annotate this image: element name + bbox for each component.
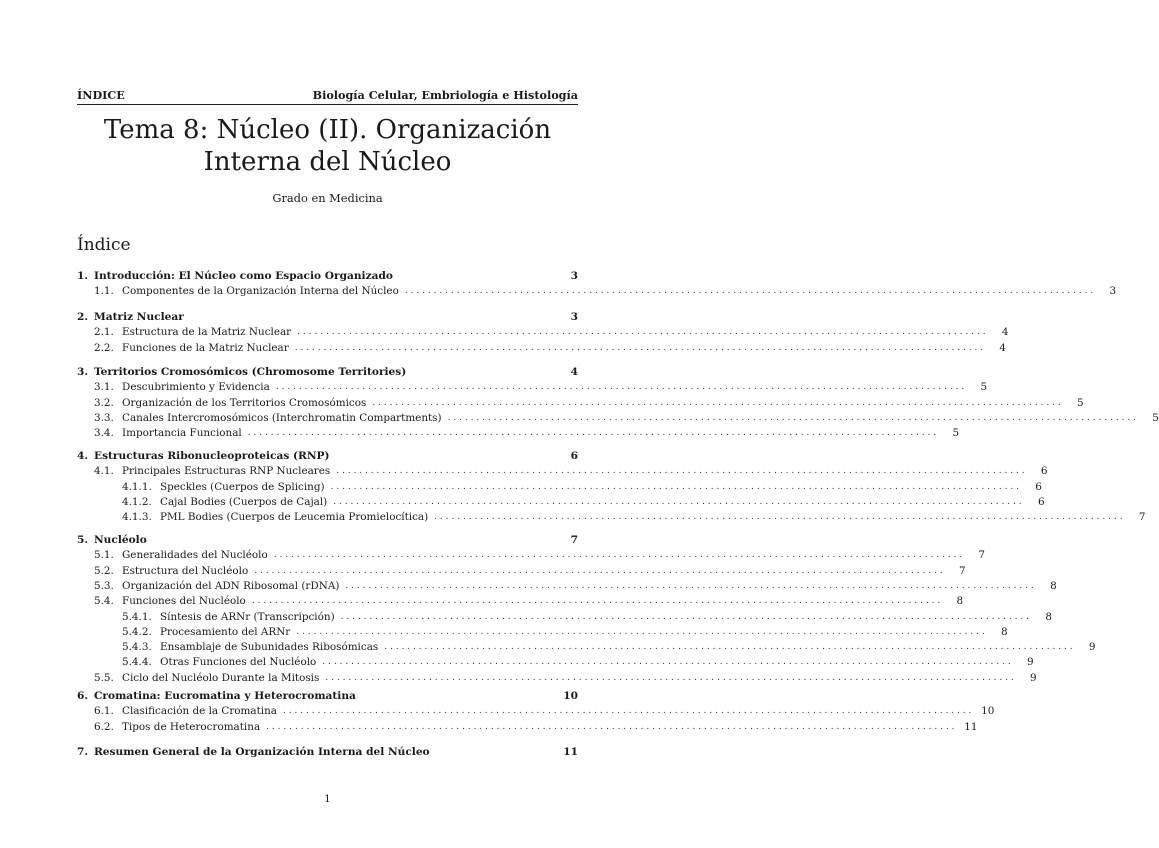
- toc-entry-title: Matriz Nuclear: [94, 311, 184, 323]
- toc-subsection-row[interactable]: [77, 563, 966, 577]
- toc-entry-page: 5: [1077, 396, 1084, 409]
- toc-entry-number: 3.3.: [94, 411, 114, 424]
- toc-entry-page: 8: [1050, 579, 1057, 592]
- toc-entry-title: Estructuras Ribonucleoproteicas (RNP): [94, 450, 330, 462]
- toc-entry-number: 5.4.2.: [122, 625, 152, 638]
- toc-subsection-row[interactable]: [77, 324, 1009, 339]
- toc-entry-page: 5: [952, 427, 960, 440]
- toc-entry-number: 4.1.1.: [122, 480, 152, 493]
- toc-dot-leader: ........................................................................................................................: [333, 496, 1025, 507]
- toc-entry-number: 2.1.: [94, 326, 114, 339]
- toc-entry-number: 2.2.: [94, 341, 114, 354]
- toc-entry-title: Cajal Bodies (Cuerpos de Cajal): [160, 495, 328, 508]
- toc-subsection-row[interactable]: [77, 463, 1048, 478]
- toc-entry-title: Importancia Funcional: [122, 427, 242, 440]
- toc-dot-leader: ........................................................................................................................: [273, 550, 966, 561]
- toc-subsection-row[interactable]: [77, 703, 995, 718]
- toc-subsubsection-row[interactable]: [77, 494, 1045, 508]
- toc-subsection-row[interactable]: [77, 379, 988, 394]
- toc-entry-number: 6.2.: [94, 720, 114, 733]
- toc-dot-leader: ........................................................................................................................: [322, 657, 1014, 668]
- title-line-1: Tema 8: Núcleo (II). Organización: [103, 115, 552, 145]
- toc-subsection-row[interactable]: [77, 593, 964, 608]
- toc-dot-leader: ........................................................................................................................: [404, 286, 1097, 297]
- toc-entry-page: 6: [570, 450, 578, 462]
- toc-entry-title: Resumen General de la Organización Interna del Núcleo: [94, 746, 430, 758]
- toc-dot-leader: ........................................................................................................................: [275, 382, 968, 393]
- toc-entry-page: 8: [1000, 625, 1008, 638]
- toc-dot-leader: ........................................................................................................................: [251, 596, 944, 607]
- toc-entry-number: 5.3.: [94, 579, 114, 592]
- toc-section-row[interactable]: [77, 309, 578, 323]
- toc-heading: Índice: [77, 235, 131, 255]
- toc-subsection-row[interactable]: [77, 395, 1084, 409]
- toc-dot-leader: ........................................................................................................................: [340, 611, 1032, 622]
- toc-entry-page: 7: [570, 534, 578, 546]
- toc-dot-leader: ........................................................................................................................: [330, 481, 1022, 492]
- toc-subsubsection-row[interactable]: [77, 509, 1146, 524]
- toc-entry-title: Procesamiento del ARNr: [160, 625, 291, 638]
- toc-dot-leader: ........................................................................................................................: [447, 412, 1139, 423]
- toc-section-row[interactable]: [77, 364, 578, 378]
- toc-entry-title: Nucléolo: [94, 534, 147, 546]
- toc-entry-title: Tipos de Heterocromatina: [122, 720, 261, 733]
- toc-entry-number: 1.1.: [94, 285, 114, 298]
- toc-entry-page: 6: [1037, 495, 1045, 508]
- toc-entry-page: 11: [964, 720, 978, 733]
- toc-entry-title: PML Bodies (Cuerpos de Leucemia Promielocítica): [160, 511, 429, 524]
- toc-entry-number: 5.4.1.: [122, 610, 152, 623]
- toc-entry-page: 8: [956, 595, 964, 608]
- toc-entry-number: 6.1.: [94, 705, 114, 718]
- toc-entry-page: 10: [563, 690, 578, 702]
- toc-subsection-row[interactable]: [77, 719, 978, 733]
- toc-entry-title: Organización de los Territorios Cromosómicos: [122, 396, 367, 409]
- toc-entry-number: 5.: [77, 534, 89, 546]
- toc-entry-title: Principales Estructuras RNP Nucleares: [122, 465, 331, 478]
- toc-entry-page: 11: [563, 746, 578, 758]
- toc-entry-number: 5.4.4.: [122, 656, 152, 669]
- toc-subsubsection-row[interactable]: [77, 479, 1042, 493]
- toc-subsection-row[interactable]: [77, 547, 986, 562]
- toc-entry-title: Síntesis de ARNr (Transcripción): [160, 610, 335, 623]
- title-line-2: Interna del Núcleo: [203, 147, 452, 177]
- toc-entry-number: 1.: [77, 270, 89, 282]
- toc-section-row[interactable]: [77, 448, 578, 462]
- toc-dot-leader: ........................................................................................................................: [434, 512, 1126, 523]
- toc-subsubsection-row[interactable]: [77, 654, 1034, 669]
- toc-dot-leader: ........................................................................................................................: [384, 642, 1076, 653]
- toc-entry-title: Estructura de la Matriz Nuclear: [122, 326, 292, 339]
- toc-entry-page: 8: [1045, 610, 1052, 623]
- toc-entry-page: 6: [1040, 465, 1048, 478]
- toc-dot-leader: ........................................................................................................................: [296, 626, 988, 637]
- toc-entry-page: 9: [1026, 656, 1034, 669]
- toc-dot-leader: ........................................................................................................................: [247, 428, 940, 439]
- toc-subsection-row[interactable]: [77, 283, 1117, 298]
- toc-subsubsection-row[interactable]: [77, 624, 1008, 638]
- toc-entry-number: 5.4.3.: [122, 641, 152, 654]
- toc-entry-page: 10: [981, 705, 995, 718]
- toc-section-row[interactable]: [77, 532, 578, 546]
- toc-section-row[interactable]: [77, 268, 578, 282]
- toc-dot-leader: ........................................................................................................................: [325, 672, 1017, 683]
- toc-subsection-row[interactable]: [77, 340, 1007, 354]
- toc-entry-number: 2.: [77, 311, 89, 323]
- toc-dot-leader: ........................................................................................................................: [372, 397, 1064, 408]
- toc-entry-title: Descubrimiento y Evidencia: [122, 381, 270, 394]
- toc-entry-title: Generalidades del Nucléolo: [122, 549, 268, 562]
- toc-entry-number: 4.: [77, 450, 89, 462]
- toc-entry-number: 3.2.: [94, 396, 114, 409]
- toc-entry-page: 3: [1109, 285, 1117, 298]
- toc-dot-leader: ........................................................................................................................: [254, 565, 946, 576]
- toc-entry-page: 5: [980, 381, 988, 394]
- toc-entry-title: Clasificación de la Cromatina: [122, 705, 277, 718]
- toc-entry-page: 6: [1035, 480, 1042, 493]
- toc-entry-title: Cromatina: Eucromatina y Heterocromatina: [94, 690, 356, 702]
- toc-entry-title: Introducción: El Núcleo como Espacio Organizado: [94, 270, 393, 282]
- toc-entry-number: 3.: [77, 366, 89, 378]
- header-left: ÍNDICE: [77, 88, 125, 102]
- toc-entry-number: 5.2.: [94, 564, 114, 577]
- toc-entry-title: Organización del ADN Ribosomal (rDNA): [122, 579, 340, 592]
- toc-dot-leader: ........................................................................................................................: [294, 342, 987, 353]
- toc-entry-page: 5: [1152, 411, 1159, 424]
- toc-entry-title: Ensamblaje de Subunidades Ribosómicas: [160, 641, 379, 654]
- toc-entry-number: 5.1.: [94, 549, 114, 562]
- toc-entry-title: Otras Funciones del Nucléolo: [160, 656, 317, 669]
- document-subtitle: Grado en Medicina: [272, 191, 383, 205]
- toc-entry-number: 6.: [77, 690, 89, 702]
- toc-entry-page: 3: [570, 311, 578, 323]
- toc-dot-leader: ........................................................................................................................: [283, 706, 975, 717]
- toc-entry-number: 4.1.: [94, 465, 114, 478]
- toc-entry-number: 4.1.3.: [122, 511, 152, 524]
- toc-entry-title: Speckles (Cuerpos de Splicing): [160, 480, 325, 493]
- toc-subsubsection-row[interactable]: [77, 609, 1052, 623]
- toc-section-row[interactable]: [77, 688, 578, 702]
- toc-entry-page: 9: [1030, 671, 1037, 684]
- page-number: 1: [324, 793, 331, 805]
- toc-entry-page: 7: [978, 549, 986, 562]
- toc-entry-number: 5.5.: [94, 671, 114, 684]
- toc-entry-page: 9: [1088, 641, 1096, 654]
- toc-subsection-row[interactable]: [77, 410, 1159, 424]
- toc-dot-leader: ........................................................................................................................: [345, 580, 1037, 591]
- toc-entry-number: 3.4.: [94, 427, 114, 440]
- toc-subsection-row[interactable]: [77, 578, 1057, 592]
- toc-entry-page: 3: [570, 270, 578, 282]
- toc-entry-page: 7: [958, 564, 966, 577]
- toc-dot-leader: ........................................................................................................................: [266, 721, 958, 732]
- toc-entry-number: 5.4.: [94, 595, 114, 608]
- toc-dot-leader: ........................................................................................................................: [297, 327, 989, 338]
- toc-entry-page: 7: [1138, 511, 1146, 524]
- toc-entry-number: 3.1.: [94, 381, 114, 394]
- toc-entry-page: 4: [999, 341, 1007, 354]
- toc-entry-title: Funciones de la Matriz Nuclear: [122, 341, 289, 354]
- toc-dot-leader: ........................................................................................................................: [336, 466, 1028, 477]
- header-right: Biología Celular, Embriología e Histología: [312, 88, 578, 102]
- toc-entry-title: Canales Intercromosómicos (Interchromatin Compartments): [122, 411, 442, 424]
- toc-section-row[interactable]: [77, 744, 578, 758]
- toc-subsection-row[interactable]: [77, 670, 1037, 684]
- toc-subsubsection-row[interactable]: [77, 639, 1096, 654]
- toc-entry-title: Estructura del Nucléolo: [122, 564, 249, 577]
- toc-entry-page: 4: [1001, 326, 1009, 339]
- toc-entry-page: 4: [570, 366, 578, 378]
- toc-subsection-row[interactable]: [77, 425, 960, 440]
- toc-entry-number: 7.: [77, 746, 89, 758]
- toc-entry-title: Territorios Cromosómicos (Chromosome Territories): [94, 366, 407, 378]
- toc-entry-title: Funciones del Nucléolo: [122, 595, 246, 608]
- toc-entry-title: Componentes de la Organización Interna del Núcleo: [122, 285, 399, 298]
- toc-entry-title: Ciclo del Nucléolo Durante la Mitosis: [122, 671, 320, 684]
- toc-entry-number: 4.1.2.: [122, 495, 152, 508]
